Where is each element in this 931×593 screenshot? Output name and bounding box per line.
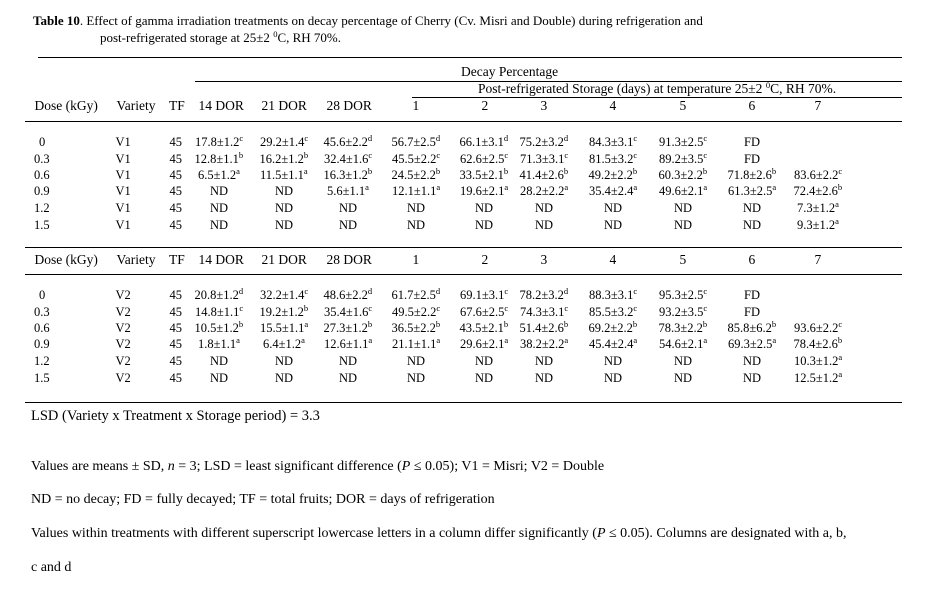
column-header: 14 DOR: [198, 252, 244, 267]
table-cell: 60.3±2.2$^b$: [658, 165, 708, 182]
column-header: TF: [169, 252, 185, 267]
table-cell: ND: [743, 201, 762, 215]
table-cell: ND: [210, 371, 229, 385]
table-cell: 19.6±2.1$^a$: [460, 181, 509, 198]
table-cell: ND: [674, 218, 693, 232]
table-cell: 69.2±2.2$^b$: [588, 318, 638, 335]
column-header: 4: [609, 98, 617, 113]
table-cell: ND: [475, 201, 494, 215]
table-cell: 36.5±2.2$^b$: [391, 318, 441, 335]
table-cell: ND: [407, 201, 426, 215]
column-header: 6: [748, 252, 756, 267]
table-cell: 0.3: [34, 152, 50, 166]
table-cell: 72.4±2.6$^b$: [793, 181, 843, 198]
table-cell: 7.3±1.2$^a$: [797, 198, 839, 215]
table-caption: [33, 12, 703, 29]
table-cell: ND: [339, 218, 358, 232]
table-cell: 71.3±3.1$^c$: [520, 149, 569, 166]
table-cell: 45.6±2.2$^d$: [323, 132, 373, 149]
table-cell: 16.3±1.2$^b$: [323, 165, 373, 182]
table-cell: 0.6: [34, 168, 50, 182]
table-cell: ND: [475, 354, 494, 368]
table-cell: 85.5±3.2$^c$: [589, 302, 638, 319]
table-cell: 29.2±1.4$^c$: [260, 132, 309, 149]
column-header: TF: [169, 98, 185, 113]
table-cell: V1: [115, 168, 131, 182]
table-cell: V1: [115, 201, 131, 215]
caption-line2: post-refrigerated storage at 25±2 $^0$C, RH 70%.: [100, 28, 341, 45]
table-cell: 78.3±2.2$^b$: [658, 318, 708, 335]
table-cell: ND: [275, 371, 294, 385]
table-cell: ND: [535, 371, 554, 385]
table-cell: V2: [115, 337, 131, 351]
table-cell: 45: [169, 305, 182, 319]
column-header: 28 DOR: [326, 252, 372, 267]
table-cell: 41.4±2.6$^b$: [519, 165, 569, 182]
table-cell: 49.6±2.1$^a$: [659, 181, 708, 198]
table-cell: V1: [115, 218, 131, 232]
column-header: Variety: [116, 98, 156, 113]
table-cell: 45: [169, 218, 182, 232]
table-cell: 6.5±1.2$^a$: [198, 165, 240, 182]
table-cell: 19.2±1.2$^b$: [259, 302, 309, 319]
column-header: 7: [814, 252, 822, 267]
table-cell: ND: [407, 354, 426, 368]
table-cell: 20.8±1.2$^d$: [194, 285, 244, 302]
column-header: 2: [481, 252, 489, 267]
column-header: 1: [412, 252, 420, 267]
table-cell: 43.5±2.1$^b$: [459, 318, 509, 335]
table-cell: ND: [743, 218, 762, 232]
table-cell: 32.2±1.4$^c$: [260, 285, 309, 302]
table-cell: 45: [169, 288, 182, 302]
table-cell: 85.8±6.2$^b$: [727, 318, 777, 335]
column-header: 28 DOR: [326, 98, 372, 113]
section2-header-rule: [25, 274, 902, 275]
note-significance: Values within treatments with different superscript lowercase letters in a column differ significantly (P ≤ 0.05). Columns are designated with a, b,: [31, 526, 847, 541]
caption-line1: . Effect of gamma irradiation treatments on decay percentage of Cherry (Cv. Misri and Double) during refrigeration and: [79, 13, 703, 28]
column-header: Dose (kGy): [34, 98, 98, 113]
table-cell: 12.1±1.1$^a$: [392, 181, 441, 198]
table-cell: 66.1±3.1$^d$: [459, 132, 509, 149]
table-cell: ND: [275, 184, 294, 198]
table-cell: 15.5±1.1$^a$: [260, 318, 309, 335]
table-cell: FD: [744, 152, 760, 166]
table-cell: ND: [407, 371, 426, 385]
table-cell: 16.2±1.2$^b$: [259, 149, 309, 166]
table-cell: 89.2±3.5$^c$: [659, 149, 708, 166]
table-cell: 48.6±2.2$^d$: [323, 285, 373, 302]
table-cell: 38.2±2.2$^a$: [520, 334, 569, 351]
lsd-note: LSD (Variety x Treatment x Storage period) = 3.3: [31, 408, 320, 424]
table-cell: ND: [210, 201, 229, 215]
post-refrigerated-heading: Post-refrigerated Storage (days) at temperature 25±2 $^0$C, RH 70%.: [478, 79, 837, 96]
note-means: Values are means ± SD, n = 3; LSD = least significant difference (P ≤ 0.05); V1 = Misri; V2 = Double: [31, 459, 605, 474]
table-cell: 93.6±2.2$^c$: [794, 318, 843, 335]
table-cell: 78.4±2.6$^b$: [793, 334, 843, 351]
table-cell: 24.5±2.2$^b$: [391, 165, 441, 182]
table-cell: 35.4±2.4$^a$: [589, 181, 638, 198]
table-cell: 0: [39, 288, 46, 302]
top-rule: [38, 57, 902, 58]
table-cell: V2: [115, 305, 131, 319]
table-cell: ND: [275, 218, 294, 232]
table-cell: FD: [744, 288, 760, 302]
table-cell: ND: [674, 354, 693, 368]
table-cell: 1.8±1.1$^a$: [198, 334, 240, 351]
column-header: Dose (kGy): [34, 252, 98, 267]
table-cell: 32.4±1.6$^c$: [324, 149, 373, 166]
decay-percentage-heading: Decay Percentage: [461, 64, 559, 79]
column-header: 1: [412, 98, 420, 113]
table-cell: 33.5±2.1$^b$: [459, 165, 509, 182]
table-cell: 1.5: [34, 218, 50, 232]
table-cell: 6.4±1.2$^a$: [263, 334, 305, 351]
table-cell: 0: [39, 135, 46, 149]
table-cell: ND: [475, 371, 494, 385]
table-cell: ND: [535, 354, 554, 368]
table-cell: 45: [169, 152, 182, 166]
table-cell: 0.6: [34, 321, 50, 335]
table-cell: ND: [210, 184, 229, 198]
table-cell: 45: [169, 354, 182, 368]
column-header: Variety: [116, 252, 156, 267]
table-cell: FD: [744, 305, 760, 319]
section1-end-rule: [25, 247, 902, 248]
table-cell: ND: [210, 354, 229, 368]
table-cell: 21.1±1.1$^a$: [392, 334, 441, 351]
table-cell: 1.2: [34, 354, 50, 368]
table-cell: 74.3±3.1$^c$: [520, 302, 569, 319]
table-cell: 78.2±3.2$^d$: [519, 285, 569, 302]
column-header: 5: [679, 252, 687, 267]
note-significance-cont: c and d: [31, 560, 72, 575]
table-cell: 88.3±3.1$^c$: [589, 285, 638, 302]
table-cell: 91.3±2.5$^c$: [659, 132, 708, 149]
table-cell: V2: [115, 371, 131, 385]
table-cell: ND: [674, 371, 693, 385]
table-cell: 27.3±1.2$^b$: [323, 318, 373, 335]
table-cell: 29.6±2.1$^a$: [460, 334, 509, 351]
table-cell: 71.8±2.6$^b$: [727, 165, 777, 182]
table-cell: 54.6±2.1$^a$: [659, 334, 708, 351]
table-cell: 12.6±1.1$^a$: [324, 334, 373, 351]
table-cell: ND: [339, 371, 358, 385]
table-cell: ND: [743, 371, 762, 385]
column-header: 2: [481, 98, 489, 113]
column-header: 21 DOR: [261, 252, 307, 267]
table-cell: ND: [275, 201, 294, 215]
table-cell: 45: [169, 201, 182, 215]
table-cell: FD: [744, 135, 760, 149]
table-label: Table 10: [33, 13, 80, 28]
table-cell: ND: [475, 218, 494, 232]
table-cell: ND: [604, 218, 623, 232]
table-cell: V2: [115, 321, 131, 335]
table-cell: ND: [210, 218, 229, 232]
table-cell: 1.2: [34, 201, 50, 215]
column-header: 4: [609, 252, 617, 267]
table-cell: ND: [535, 218, 554, 232]
table-cell: ND: [535, 201, 554, 215]
table-cell: 35.4±1.6$^c$: [324, 302, 373, 319]
table-cell: 11.5±1.1$^a$: [260, 165, 308, 182]
note-abbreviations: ND = no decay; FD = fully decayed; TF = total fruits; DOR = days of refrigeration: [31, 492, 495, 507]
column-header: 3: [540, 252, 548, 267]
table-cell: 83.6±2.2$^c$: [794, 165, 843, 182]
table-cell: 45: [169, 337, 182, 351]
table-cell: 56.7±2.5$^d$: [391, 132, 441, 149]
table-cell: ND: [674, 201, 693, 215]
table-cell: 51.4±2.6$^b$: [519, 318, 569, 335]
column-header: 21 DOR: [261, 98, 307, 113]
table-cell: 9.3±1.2$^a$: [797, 215, 839, 232]
table-cell: 0.9: [34, 184, 50, 198]
table-cell: 49.5±2.2$^c$: [392, 302, 441, 319]
table-cell: 10.5±1.2$^b$: [194, 318, 244, 335]
table-cell: 75.2±3.2$^d$: [519, 132, 569, 149]
table-cell: V2: [115, 288, 131, 302]
table-cell: 45: [169, 168, 182, 182]
table-cell: 0.9: [34, 337, 50, 351]
header-rule: [25, 121, 902, 122]
table-cell: 81.5±3.2$^c$: [589, 149, 638, 166]
table-cell: V1: [115, 152, 131, 166]
table-cell: 67.6±2.5$^c$: [460, 302, 509, 319]
table-cell: 17.8±1.2$^c$: [195, 132, 244, 149]
table-cell: ND: [604, 201, 623, 215]
table-cell: ND: [407, 218, 426, 232]
table-cell: 45.4±2.4$^a$: [589, 334, 638, 351]
table-cell: 69.3±2.5$^a$: [728, 334, 777, 351]
column-header: 5: [679, 98, 687, 113]
table-bottom-rule: [25, 402, 902, 403]
table-cell: ND: [339, 354, 358, 368]
table-cell: 45: [169, 321, 182, 335]
table-cell: ND: [604, 354, 623, 368]
table-cell: V2: [115, 354, 131, 368]
column-header: 7: [814, 98, 822, 113]
table-cell: 84.3±3.1$^c$: [589, 132, 638, 149]
table-cell: 12.5±1.2$^a$: [794, 368, 843, 385]
table-cell: 93.2±3.5$^c$: [659, 302, 708, 319]
table-cell: ND: [275, 354, 294, 368]
table-cell: 45: [169, 371, 182, 385]
table-cell: ND: [743, 354, 762, 368]
table-cell: 61.3±2.5$^a$: [728, 181, 777, 198]
table-cell: V1: [115, 135, 131, 149]
column-header: 3: [540, 98, 548, 113]
table-cell: 10.3±1.2$^a$: [794, 351, 843, 368]
table-cell: 61.7±2.5$^d$: [391, 285, 441, 302]
table-cell: 0.3: [34, 305, 50, 319]
table-cell: 28.2±2.2$^a$: [520, 181, 569, 198]
column-header: 14 DOR: [198, 98, 244, 113]
table-cell: 14.8±1.1$^c$: [195, 302, 244, 319]
table-cell: 12.8±1.1$^b$: [194, 149, 244, 166]
table-cell: 45.5±2.2$^c$: [392, 149, 441, 166]
table-cell: 45: [169, 184, 182, 198]
table-cell: ND: [604, 371, 623, 385]
table-cell: 69.1±3.1$^c$: [460, 285, 509, 302]
column-header: 6: [748, 98, 756, 113]
table-cell: 62.6±2.5$^c$: [460, 149, 509, 166]
table-cell: 5.6±1.1$^a$: [327, 181, 369, 198]
table-cell: 45: [169, 135, 182, 149]
table-cell: 49.2±2.2$^b$: [588, 165, 638, 182]
table-cell: ND: [339, 201, 358, 215]
table-cell: V1: [115, 184, 131, 198]
table-cell: 1.5: [34, 371, 50, 385]
table-cell: 95.3±2.5$^c$: [659, 285, 708, 302]
